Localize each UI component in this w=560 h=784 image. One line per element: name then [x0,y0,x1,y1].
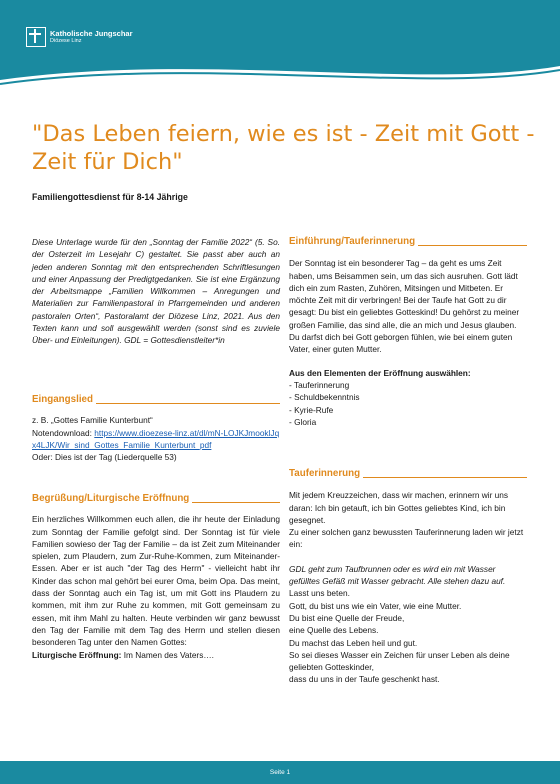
page-subtitle: Familiengottesdienst für 8-14 Jährige [32,192,188,202]
prayer-line: Du machst das Leben heil und gut. [289,637,418,648]
eingangslied-section [32,394,280,463]
prayer-line: So sei dieses Wasser ein Zeichen für unser Leben als deine geliebten Gotteskinder, [289,649,510,673]
page-title: "Das Leben feiern, wie es ist - Zeit mit Gott - Zeit für Dich" [32,121,535,175]
download-link[interactable]: https://www.dioezese-linz.at/dl/mN-LOJKJmooklJqx4LJK/Wir_sind_Gottes_Familie_Kunterbunt_pdf [32,427,280,450]
logo [26,27,133,47]
option-item: - Tauferinnerung [289,379,350,390]
song-suggestion: z. B. „Gottes Familie Kunterbunt“ [32,415,153,426]
section-heading: Eingangslied [32,394,280,406]
tauferinnerung-invite: Zu einer solchen ganz bewussten Tauferinnerung laden wir jetzt ein: [289,527,524,550]
header-wave [0,37,560,100]
song-alternative: Oder: Dies ist der Tag (Liederquelle 53) [32,452,177,463]
begruessung-text: Ein herzliches Willkommen euch allen, die ihr heute der Einladung zum Sonntag der Familie gefolgt sind. Der Sonntag ist für viele Familien sowieso der Tag der Familie – da ist Zeit zum Miteinander spielen, zum Plaudern, zum Zur-Ruhe-Kommen, zum Miteinander-Essen. Aber er ist auch "der Tag des Herrn" - vielleicht habt ihr Kinder das schon mal gehört bei eurer Oma, beim Opa. Das meint, dass der Sonntag auch ein Tag ist, um mit Gott ins Plaudern zu kommen, mit ihm zur Ruhe zu kommen, mit Gott gemeinsam zu essen, mit ihm Mahl zu halten. Heute verbinden wir ganz bewusst den Tag der Familie mit dem Tag des Herrn und stellen diesen besonderen Tag unter den Namen Gottes: [32,514,280,648]
instruction-text: GDL geht zum Taufbrunnen oder es wird ein mit Wasser gefülltes Gefäß mit Wasser gebracht. Alle stehen dazu auf. [289,563,506,587]
lit-text: Im Namen des Vaters…. [121,649,214,660]
download-label: Notendownload: [32,427,92,438]
section-heading: Begrüßung/Liturgische Eröffnung [32,493,280,505]
prayer-line: Lasst uns beten. [289,588,350,599]
prayer-line: Du bist eine Quelle der Freude, [289,612,405,623]
prayer-line: eine Quelle des Lebens. [289,625,379,636]
org-sub: Diözese Linz [50,37,82,44]
tauferinnerung-text: Mit jedem Kreuzzeichen, dass wir machen, erinnern wir uns daran: Ich bin getauft, ich bin Gottes geliebtes Kind, ich bin gesegnet. [289,490,509,525]
tauferinnerung-section [289,468,527,686]
lit-label: Liturgische Eröffnung: [32,649,122,660]
page-footer: Seite 1 [0,761,560,784]
prayer-line: Gott, du bist uns wie ein Vater, wie eine Mutter. [289,600,462,611]
org-name: Katholische Jungschar [50,29,133,38]
option-item: - Kyrie-Rufe [289,404,334,415]
section-heading: Tauferinnerung [289,468,527,480]
cross-logo-icon [26,27,46,47]
option-item: - Gloria [289,416,317,427]
einfuehrung-text: Der Sonntag ist ein besonderer Tag – da geht es ums Zeit haben, ums Beisammen sein, um das sich ausruhen. Gott lädt dich ein zum Rasten, Zuhören, Mitsingen und Mitbeten. Er möchte Zeit mit dir verbringen! Bei der Taufe hat Gott zu dir gesagt: Du bist ein geliebtes Gotteskind! Du gehörst zu meiner großen Familie, das sind alle, die an mich und Jesus glauben. Du darfst dich bei Gott geborgen fühlen, wie bei einem guten Vater, einer guten Mutter. [289,258,520,355]
options-heading: Aus den Elementen der Eröffnung auswählen: [289,367,471,378]
intro-text: Diese Unterlage wurde für den „Sonntag der Familie 2022“ (5. So. der Osterzeit im Lesejahr C) gestaltet. Sie passt aber auch an jeden anderen Sonntag mit den entsprechenden Schriftlesungen und einer Anpassung der Predigtgedanken. Sie ist eine Ergänzung der Arbeitsmappe „Familien Willkommen – Anregungen und Materialien zur Familienpastoral in Pfarrgemeinden und anderen pastoralen Orten“, Pastoralamt der Diözese Linz, 2021. Aus den Texten kann und soll ausgewählt werden (sonst sind es zuviele Über- und Einleitungen). GDL = Gottesdienstleiter*in [32,237,280,346]
option-item: - Schuldbekenntnis [289,392,360,403]
begruessung-section [32,493,280,661]
prayer-line: dass du uns in der Taufe geschenkt hast. [289,674,440,685]
einfuehrung-section [289,236,527,428]
section-heading: Einführung/Tauferinnerung [289,236,527,248]
